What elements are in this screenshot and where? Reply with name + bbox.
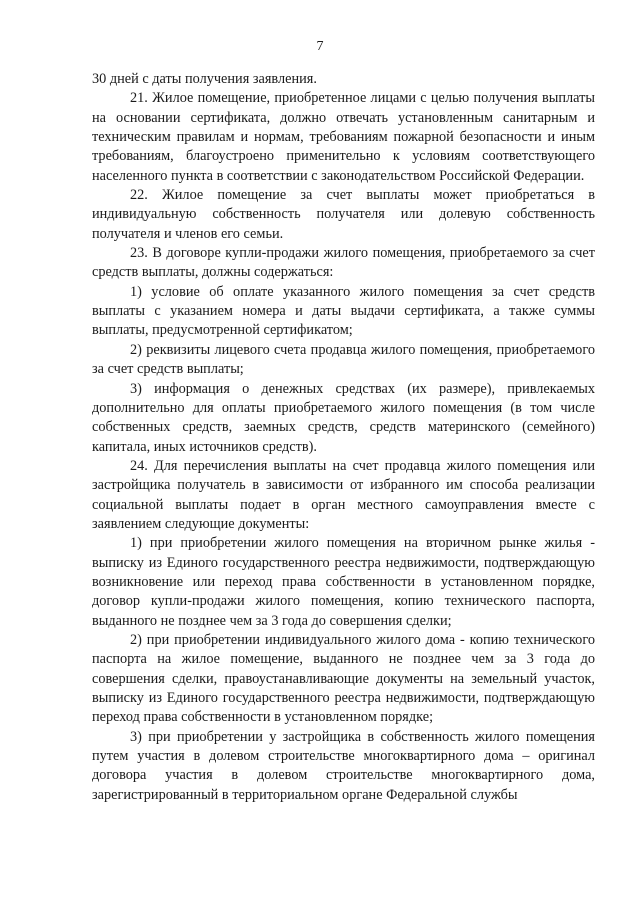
paragraph-21: 21. Жилое помещение, приобретенное лицами с целью получения выплаты на основании сертификата, должно отвечать установленным санитарным и техническим правилам и нормам, требованиям пожарной безопасности и иным требованиям, благоустроено применительно к условиям соответствующего населенного пункта в соответствии с законодательством Российской Федерации. bbox=[92, 90, 595, 184]
paragraph-23: 23. В договоре купли-продажи жилого помещения, приобретаемого за счет средств выплаты, должны содержаться: bbox=[92, 245, 595, 281]
page-number: 7 bbox=[316, 39, 324, 54]
paragraph-24-item-2: 2) при приобретении индивидуального жилого дома - копию технического паспорта на жилое помещение, выданного не позднее чем за 3 года до совершения сделки, правоустанавливающие документы на земельный участок, выписку из Единого государственного реестра недвижимости, подтверждающую переход права собственности в установленном порядке; bbox=[92, 631, 595, 726]
paragraph-continuation: 30 дней с даты получения заявления. bbox=[92, 71, 317, 87]
paragraph-23-item-3: 3) информация о денежных средствах (их размере), привлекаемых дополнительно для оплаты приобретаемого жилого помещения (в том числе собственных средств, заемных средств, средств материнского (семейного) капитала, иных источников средств). bbox=[92, 380, 595, 455]
paragraph-24-item-1: 1) при приобретении жилого помещения на вторичном рынке жилья - выписку из Единого государственного реестра недвижимости, подтверждающую возникновение или переход права собственности в установленном порядке, договор купли-продажи жилого помещения, копию технического паспорта, выданного не позднее чем за 3 года до совершения сделки; bbox=[92, 535, 595, 629]
paragraph-23-item-1: 1) условие об оплате указанного жилого помещения за счет средств выплаты с указанием номера и даты выдачи сертификата, а также суммы выплаты, предусмотренной сертификатом; bbox=[92, 283, 595, 339]
paragraph-22: 22. Жилое помещение за счет выплаты может приобретаться в индивидуальную собственность получателя или долевую собственность получателя и членов его семьи. bbox=[92, 187, 595, 242]
paragraph-24: 24. Для перечисления выплаты на счет продавца жилого помещения или застройщика получатель в зависимости от избранного им способа реализации социальной выплаты подает в орган местного самоуправления вместе с заявлением следующие документы: bbox=[92, 457, 595, 532]
paragraph-24-item-3: 3) при приобретении у застройщика в собственность жилого помещения путем участия в долевом строительстве многоквартирного дома – оригинал договора участия в долевом строительстве многоквартирного дома, зарегистрированный в территориальном органе Федеральной службы bbox=[92, 728, 595, 803]
paragraph-23-item-2: 2) реквизиты лицевого счета продавца жилого помещения, приобретаемого за счет средств выплаты; bbox=[92, 341, 595, 378]
document-body bbox=[92, 70, 595, 805]
